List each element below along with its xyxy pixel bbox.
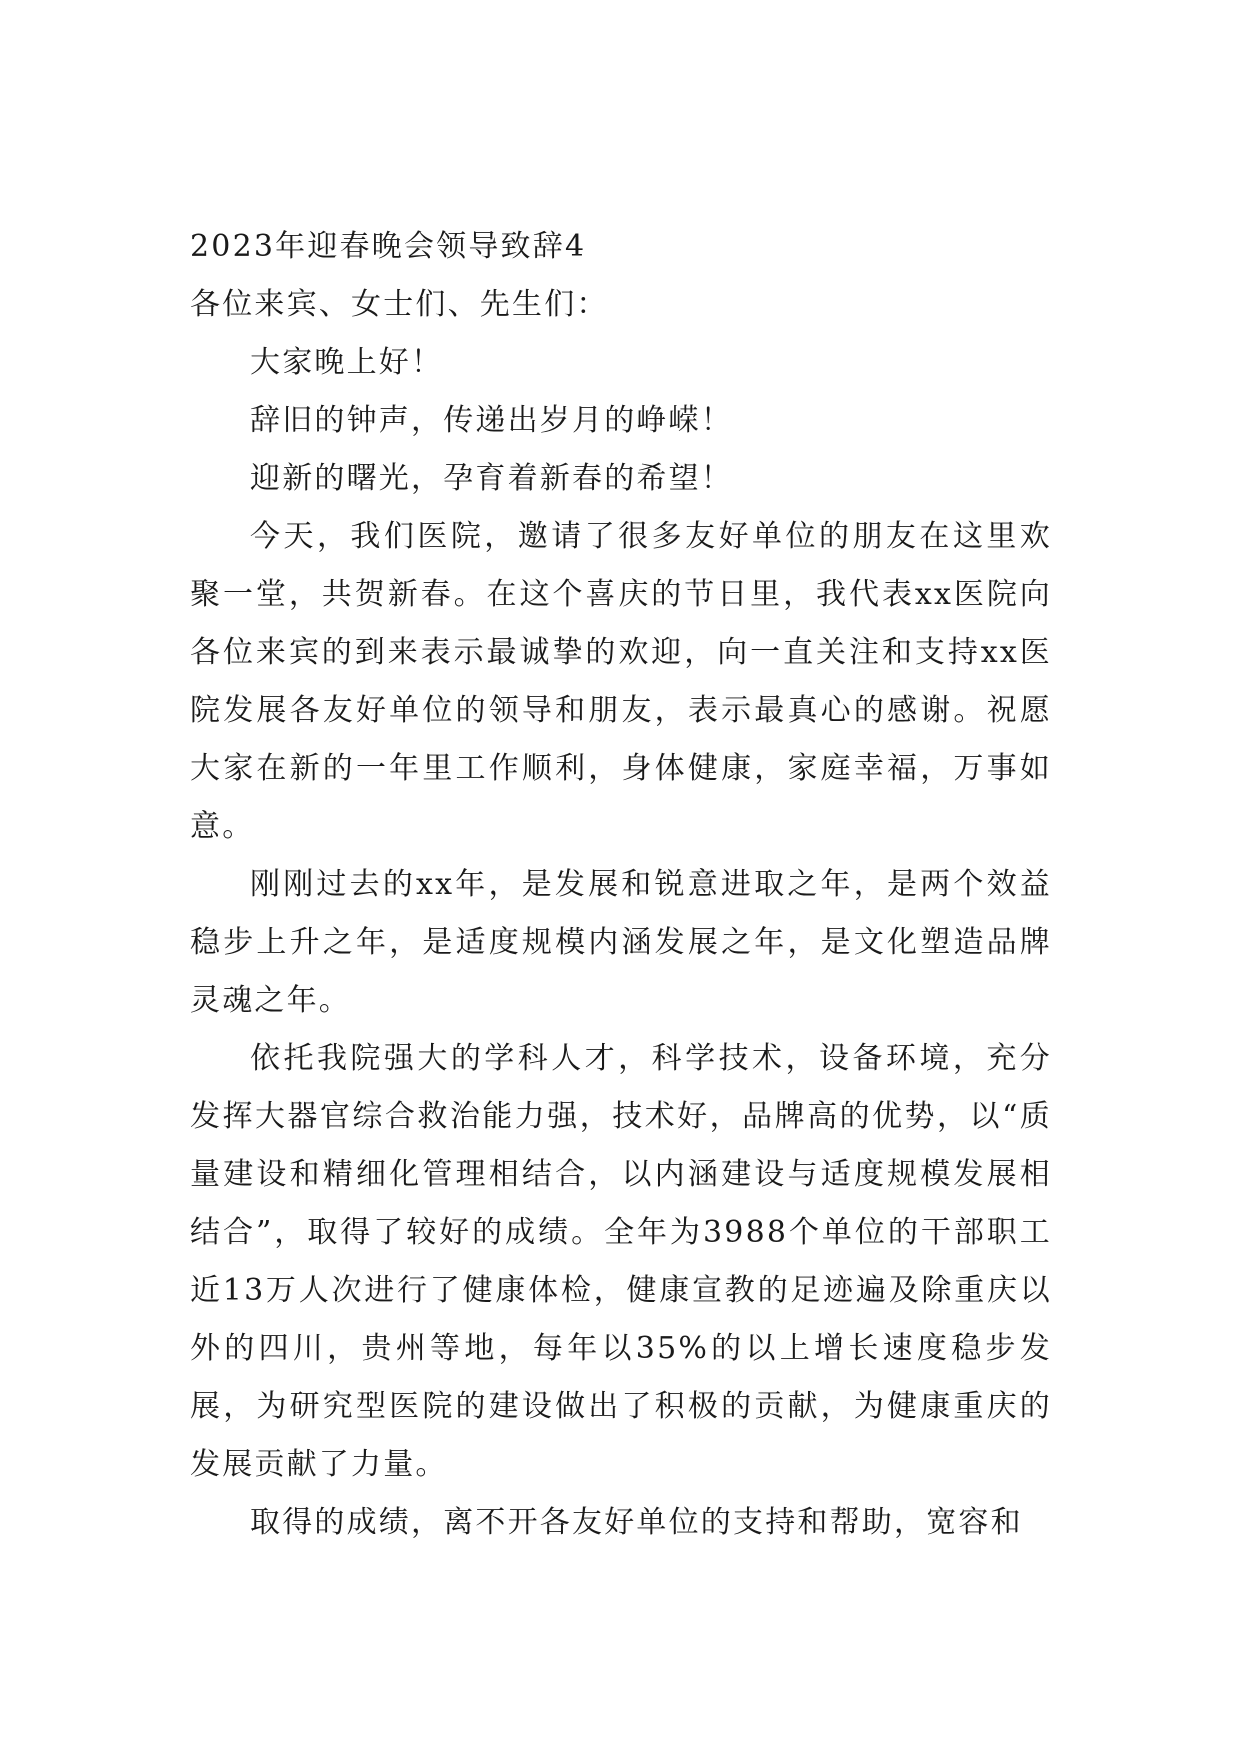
couplet-line-2: 迎新的曙光，孕育着新春的希望！ bbox=[250, 461, 733, 496]
paragraph: 刚刚过去的xx年，是发展和锐意进取之年，是两个效益稳步上升之年，是适度规模内涵发展之年，是文化塑造品牌灵魂之年。 bbox=[190, 867, 1052, 1018]
greeting-line: 大家晚上好！ bbox=[250, 345, 444, 380]
paragraph: 取得的成绩，离不开各友好单位的支持和帮助，宽容和 bbox=[250, 1505, 1023, 1540]
salutation: 各位来宾、女士们、先生们： bbox=[190, 287, 609, 322]
document-title: 2023年迎春晚会领导致辞4 bbox=[190, 229, 587, 264]
document-body bbox=[190, 218, 1052, 1552]
couplet-line-1: 辞旧的钟声，传递出岁月的峥嵘！ bbox=[250, 403, 733, 438]
paragraph: 依托我院强大的学科人才，科学技术，设备环境，充分发挥大器官综合救治能力强，技术好，品牌高的优势，以“质量建设和精细化管理相结合，以内涵建设与适度规模发展相结合”，取得了较好的成绩。全年为3988个单位的干部职工近13万人次进行了健康体检，健康宣教的足迹遍及除重庆以外的四川，贵州等地，每年以35%的以上增长速度稳步发展，为研究型医院的建设做出了积极的贡献，为健康重庆的发展贡献了力量。 bbox=[190, 1041, 1052, 1482]
paragraph: 今天，我们医院，邀请了很多友好单位的朋友在这里欢聚一堂，共贺新春。在这个喜庆的节日里，我代表xx医院向各位来宾的到来表示最诚挚的欢迎，向一直关注和支持xx医院发展各友好单位的领导和朋友，表示最真心的感谢。祝愿大家在新的一年里工作顺利，身体健康，家庭幸福，万事如意。 bbox=[190, 519, 1052, 844]
